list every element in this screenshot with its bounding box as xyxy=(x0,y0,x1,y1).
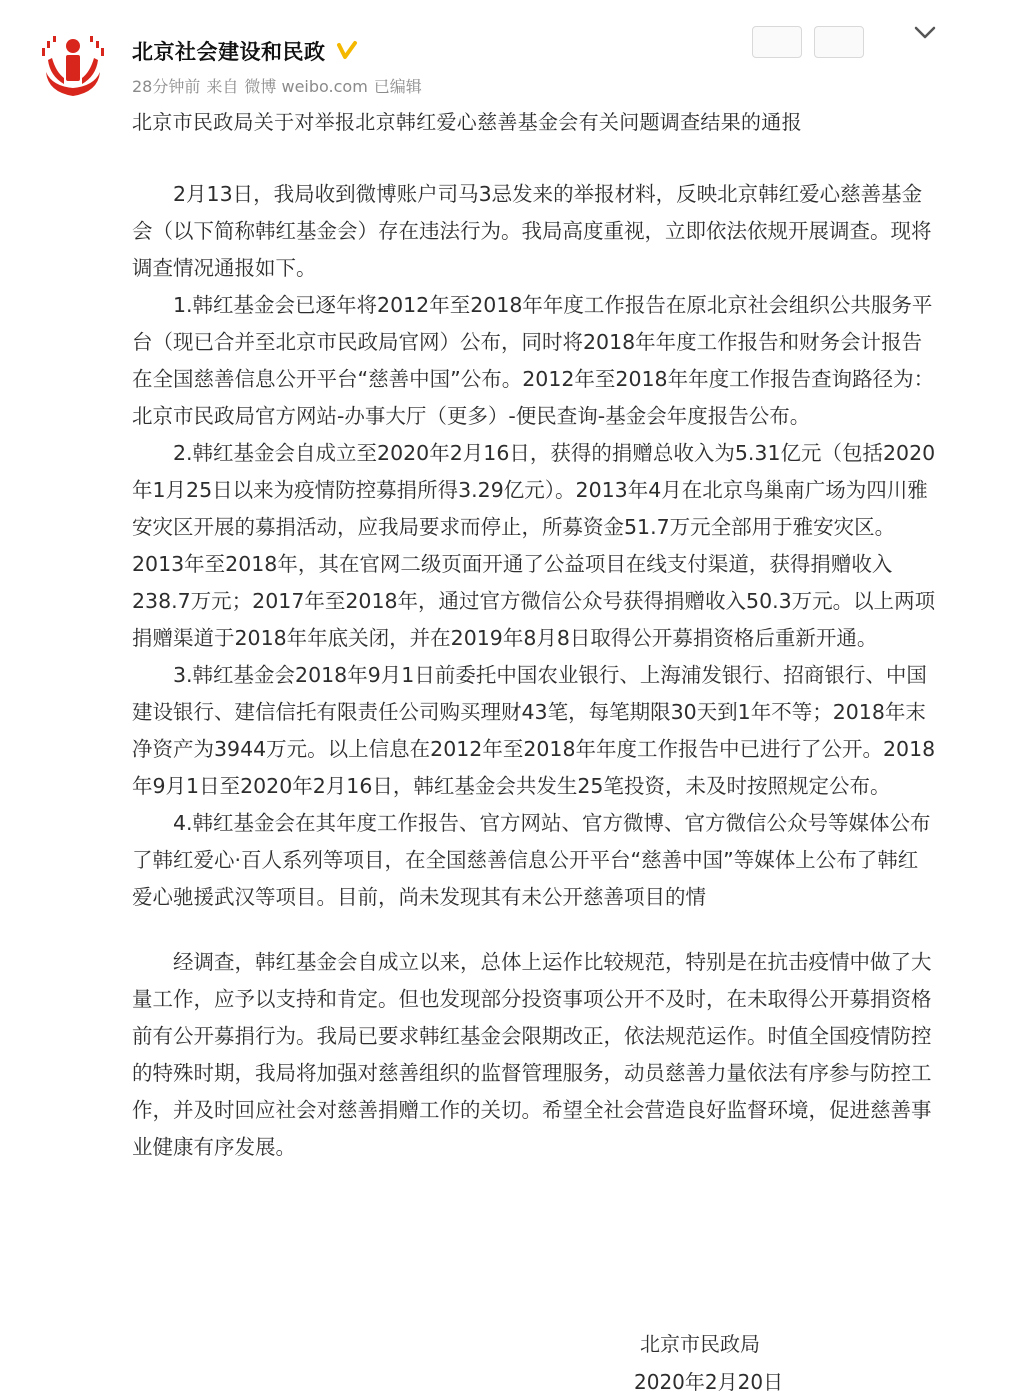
paragraph-conclusion: 经调查，韩红基金会自成立以来，总体上运作比较规范，特别是在抗击疫情中做了大量工作，应予以支持和肯定。但也发现部分投资事项公开不及时，在未取得公开募捐资格前有公开募捐行为。我局已要求韩红基金会限期改正，依法规范运作。时值全国疫情防控的特殊时期，我局将加强对慈善组织的监督管理服务，动员慈善力量依法有序参与防控工作，并及时回应社会对慈善捐赠工作的关切。希望全社会营造良好监督环境，促进慈善事业健康有序发展。 xyxy=(132,950,932,1159)
avatar[interactable] xyxy=(34,28,112,106)
paragraph-item-3: 3.韩红基金会2018年9月1日前委托中国农业银行、上海浦发银行、招商银行、中国建设银行、建信信托有限责任公司购买理财43笔，每笔期限30天到1年不等；2018年末净资产为3944万元。以上信息在2012年至2018年年度工作报告中已进行了公开。2018年9月1日至2020年2月16日，韩红基金会共发生25笔投资，未及时按照规定公布。 xyxy=(132,663,936,798)
action-button-1[interactable] xyxy=(752,26,802,58)
post-time[interactable]: 28分钟前 xyxy=(132,77,201,96)
post-meta xyxy=(132,74,428,97)
post-source-prefix: 来自 xyxy=(206,77,239,96)
paragraph-item-2: 2.韩红基金会自成立至2020年2月16日，获得的捐赠总收入为5.31亿元（包括2020年1月25日以来为疫情防控募捐所得3.29亿元）。2013年4月在北京鸟巢南广场为四川雅安灾区开展的募捐活动，应我局要求而停止，所募资金51.7万元全部用于雅安灾区。2013年至2018年，其在官网二级页面开通了公益项目在线支付渠道，获得捐赠收入238.7万元；2017年至2018年，通过官方微信公众号获得捐赠收入50.3万元。以上两项捐赠渠道于2018年年底关闭，并在2019年8月8日取得公开募捐资格后重新开通。 xyxy=(132,441,936,650)
post-source[interactable]: 微博 weibo.com xyxy=(244,77,368,96)
post-title: 北京市民政局关于对举报北京韩红爱心慈善基金会有关问题调查结果的通报 xyxy=(132,110,802,134)
chevron-down-icon[interactable] xyxy=(912,22,938,44)
account-name[interactable] xyxy=(132,36,358,66)
signature: 北京市民政局 xyxy=(640,1332,760,1356)
post-body xyxy=(132,176,936,1166)
account-name-text[interactable]: 北京社会建设和民政 xyxy=(132,40,326,64)
edited-label[interactable]: 已编辑 xyxy=(373,77,422,96)
verified-badge-icon xyxy=(336,40,358,62)
bureau-logo-icon xyxy=(34,28,112,106)
paragraph-item-4: 4.韩红基金会在其年度工作报告、官方网站、官方微博、官方微信公众号等媒体公布了韩红爱心·百人系列等项目，在全国慈善信息公开平台“慈善中国”等媒体上公布了韩红爱心驰援武汉等项目。目前，尚未发现其有未公开慈善项目的情 xyxy=(132,811,931,909)
action-button-2[interactable] xyxy=(814,26,864,58)
paragraph-item-1: 1.韩红基金会已逐年将2012年至2018年年度工作报告在原北京社会组织公共服务平台（现已合并至北京市民政局官网）公布，同时将2018年年度工作报告和财务会计报告在全国慈善信息公开平台“慈善中国”公布。2012年至2018年年度工作报告查询路径为：北京市民政局官方网站-办事大厅（更多）-便民查询-基金会年度报告公布。 xyxy=(132,293,935,428)
signature-date: 2020年2月20日 xyxy=(634,1370,784,1394)
paragraph-intro: 2月13日，我局收到微博账户司马3忌发来的举报材料，反映北京韩红爱心慈善基金会（以下简称韩红基金会）存在违法行为。我局高度重视，立即依法依规开展调查。现将调查情况通报如下。 xyxy=(132,182,932,280)
